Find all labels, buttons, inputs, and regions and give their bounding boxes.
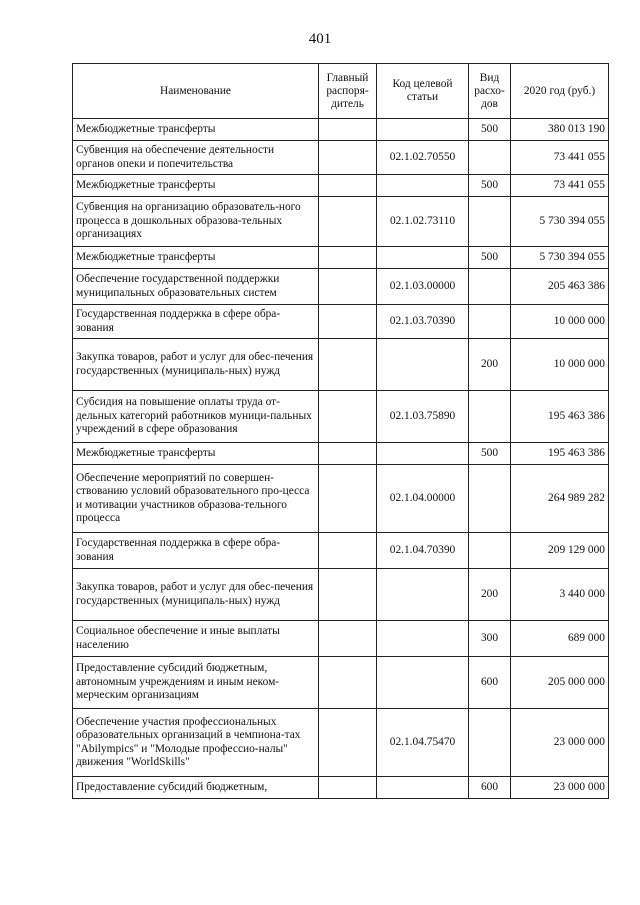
row-amount-cell: 10 000 000	[511, 339, 609, 391]
row-target-code-cell	[377, 247, 469, 269]
table-row	[73, 465, 609, 533]
row-target-code-cell: 02.1.03.00000	[377, 269, 469, 305]
row-target-code-cell	[377, 657, 469, 709]
row-target-code-cell	[377, 569, 469, 621]
row-chief-administrator-cell	[319, 247, 377, 269]
row-amount-cell: 195 463 386	[511, 443, 609, 465]
table-row	[73, 141, 609, 175]
row-target-code-cell	[377, 443, 469, 465]
row-expense-type-cell: 500	[469, 443, 511, 465]
budget-table	[72, 63, 609, 799]
row-amount-cell: 10 000 000	[511, 305, 609, 339]
row-amount-cell: 264 989 282	[511, 465, 609, 533]
row-expense-type-cell: 200	[469, 339, 511, 391]
row-amount-cell: 5 730 394 055	[511, 197, 609, 247]
table-row	[73, 709, 609, 777]
row-chief-administrator-cell	[319, 119, 377, 141]
row-name-cell: Государственная поддержка в сфере обра-зования	[73, 305, 319, 339]
column-header-expense-type: Вид расхо-дов	[469, 64, 511, 119]
row-name-cell: Предоставление субсидий бюджетным,	[73, 777, 319, 799]
row-name-cell: Обеспечение мероприятий по совершен-ствованию условий образовательного про-цесса и мотивации участников образова-тельного процесса	[73, 465, 319, 533]
row-chief-administrator-cell	[319, 391, 377, 443]
table-row	[73, 175, 609, 197]
row-name-cell: Обеспечение государственной поддержки муниципальных образовательных систем	[73, 269, 319, 305]
row-chief-administrator-cell	[319, 175, 377, 197]
row-expense-type-cell	[469, 305, 511, 339]
row-chief-administrator-cell	[319, 465, 377, 533]
row-amount-cell: 73 441 055	[511, 141, 609, 175]
row-amount-cell: 380 013 190	[511, 119, 609, 141]
row-chief-administrator-cell	[319, 197, 377, 247]
row-amount-cell: 689 000	[511, 621, 609, 657]
row-chief-administrator-cell	[319, 777, 377, 799]
row-amount-cell: 3 440 000	[511, 569, 609, 621]
row-amount-cell: 195 463 386	[511, 391, 609, 443]
column-header-chief-administrator: Главный распоря-дитель	[319, 64, 377, 119]
row-amount-cell: 23 000 000	[511, 777, 609, 799]
row-target-code-cell: 02.1.03.70390	[377, 305, 469, 339]
row-chief-administrator-cell	[319, 569, 377, 621]
row-amount-cell: 209 129 000	[511, 533, 609, 569]
row-expense-type-cell	[469, 141, 511, 175]
table-header-row	[73, 64, 609, 119]
row-expense-type-cell: 500	[469, 119, 511, 141]
row-expense-type-cell	[469, 391, 511, 443]
row-amount-cell: 205 463 386	[511, 269, 609, 305]
row-chief-administrator-cell	[319, 621, 377, 657]
column-header-amount-2020: 2020 год (руб.)	[511, 64, 609, 119]
row-expense-type-cell: 500	[469, 175, 511, 197]
row-target-code-cell	[377, 777, 469, 799]
table-row	[73, 247, 609, 269]
row-target-code-cell	[377, 119, 469, 141]
row-amount-cell: 73 441 055	[511, 175, 609, 197]
row-chief-administrator-cell	[319, 709, 377, 777]
row-expense-type-cell	[469, 269, 511, 305]
table-row	[73, 533, 609, 569]
row-target-code-cell: 02.1.04.00000	[377, 465, 469, 533]
row-target-code-cell: 02.1.03.75890	[377, 391, 469, 443]
row-target-code-cell: 02.1.02.70550	[377, 141, 469, 175]
row-name-cell: Межбюджетные трансферты	[73, 119, 319, 141]
table-body	[73, 119, 609, 799]
row-name-cell: Социальное обеспечение и иные выплаты населению	[73, 621, 319, 657]
table-row	[73, 443, 609, 465]
row-chief-administrator-cell	[319, 141, 377, 175]
row-expense-type-cell	[469, 197, 511, 247]
table-row	[73, 569, 609, 621]
row-target-code-cell: 02.1.04.75470	[377, 709, 469, 777]
row-expense-type-cell	[469, 533, 511, 569]
row-chief-administrator-cell	[319, 269, 377, 305]
row-amount-cell: 205 000 000	[511, 657, 609, 709]
table-row	[73, 621, 609, 657]
column-header-target-code: Код целевой статьи	[377, 64, 469, 119]
row-expense-type-cell: 200	[469, 569, 511, 621]
row-amount-cell: 5 730 394 055	[511, 247, 609, 269]
row-expense-type-cell: 600	[469, 777, 511, 799]
table-row	[73, 657, 609, 709]
row-target-code-cell	[377, 339, 469, 391]
table-row	[73, 305, 609, 339]
row-target-code-cell: 02.1.02.73110	[377, 197, 469, 247]
row-name-cell: Закупка товаров, работ и услуг для обес-печения государственных (муниципаль-ных) нужд	[73, 339, 319, 391]
table-row	[73, 119, 609, 141]
table-row	[73, 339, 609, 391]
table-row	[73, 197, 609, 247]
row-chief-administrator-cell	[319, 305, 377, 339]
row-name-cell: Субвенция на обеспечение деятельности органов опеки и попечительства	[73, 141, 319, 175]
row-target-code-cell	[377, 175, 469, 197]
row-name-cell: Предоставление субсидий бюджетным, автономным учреждениям и иным неком-мерческим организациям	[73, 657, 319, 709]
row-chief-administrator-cell	[319, 657, 377, 709]
row-target-code-cell: 02.1.04.70390	[377, 533, 469, 569]
row-expense-type-cell: 500	[469, 247, 511, 269]
table-row	[73, 391, 609, 443]
page-number: 401	[308, 31, 332, 47]
column-header-name: Наименование	[73, 64, 319, 119]
row-expense-type-cell: 300	[469, 621, 511, 657]
row-name-cell: Межбюджетные трансферты	[73, 247, 319, 269]
row-name-cell: Государственная поддержка в сфере обра-зования	[73, 533, 319, 569]
row-expense-type-cell	[469, 709, 511, 777]
row-expense-type-cell	[469, 465, 511, 533]
row-chief-administrator-cell	[319, 339, 377, 391]
row-name-cell: Обеспечение участия профессиональных образовательных организаций в чемпиона-тах "Abilympics" и "Молодые профессио-налы" движения "WorldSkills"	[73, 709, 319, 777]
row-name-cell: Межбюджетные трансферты	[73, 443, 319, 465]
row-name-cell: Субсидия на повышение оплаты труда от-дельных категорий работников муници-пальных учреждений в сфере образования	[73, 391, 319, 443]
row-target-code-cell	[377, 621, 469, 657]
row-chief-administrator-cell	[319, 533, 377, 569]
table-row	[73, 269, 609, 305]
row-name-cell: Субвенция на организацию образователь-ного процесса в дошкольных образова-тельных организациях	[73, 197, 319, 247]
row-expense-type-cell: 600	[469, 657, 511, 709]
table-row	[73, 777, 609, 799]
row-amount-cell: 23 000 000	[511, 709, 609, 777]
row-chief-administrator-cell	[319, 443, 377, 465]
row-name-cell: Межбюджетные трансферты	[73, 175, 319, 197]
row-name-cell: Закупка товаров, работ и услуг для обес-печения государственных (муниципаль-ных) нужд	[73, 569, 319, 621]
